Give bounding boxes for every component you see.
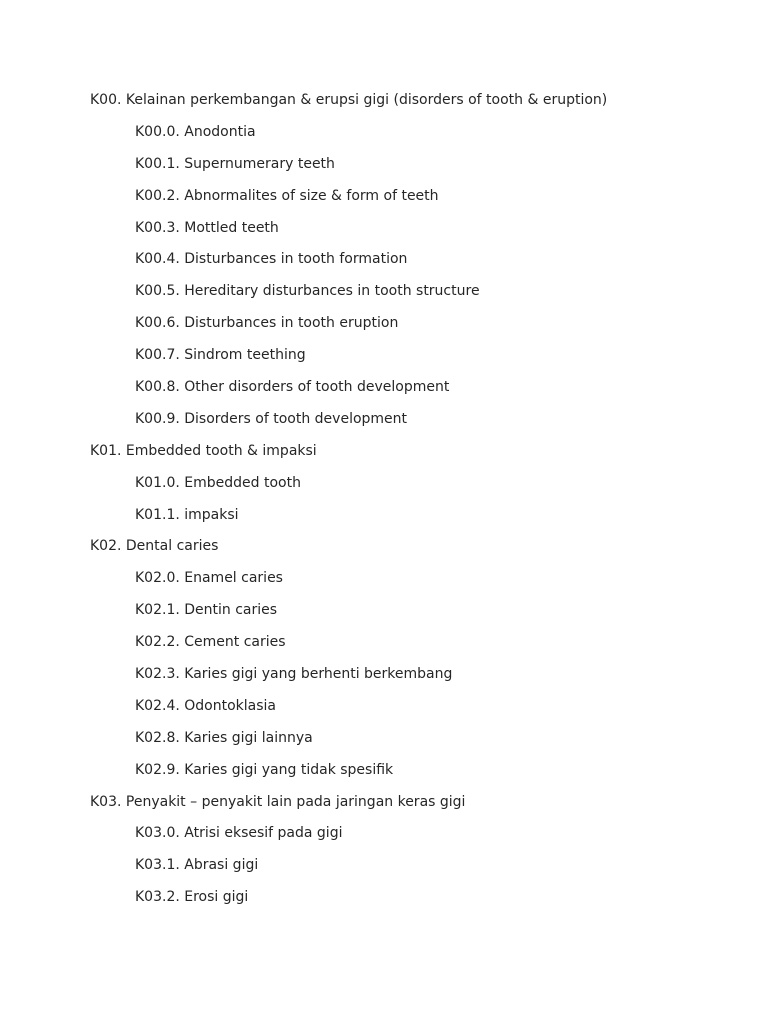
subcategory-item: K00.9. Disorders of tooth development: [135, 410, 408, 427]
subcategory-item: K00.7. Sindrom teething: [135, 347, 306, 364]
subcategory-item: K03.2. Erosi gigi: [135, 889, 249, 906]
subcategory-item: K03.0. Atrisi eksesif pada gigi: [135, 825, 343, 842]
subcategory-item: K02.1. Dentin caries: [135, 602, 278, 619]
subcategory-item: K00.5. Hereditary disturbances in tooth structure: [135, 283, 480, 300]
subcategory-item: K00.0. Anodontia: [135, 123, 256, 140]
subcategory-item: K02.0. Enamel caries: [135, 570, 283, 587]
category-heading: K03. Penyakit – penyakit lain pada jaringan keras gigi: [90, 793, 466, 810]
category-heading: K00. Kelainan perkembangan & erupsi gigi (disorders of tooth & eruption): [90, 92, 608, 108]
category-heading: K02. Dental caries: [90, 538, 219, 555]
subcategory-item: K00.1. Supernumerary teeth: [135, 155, 335, 172]
subcategory-item: K00.6. Disturbances in tooth eruption: [135, 315, 399, 332]
subcategory-item: K02.8. Karies gigi lainnya: [135, 729, 313, 746]
subcategory-item: K01.0. Embedded tooth: [135, 474, 301, 491]
subcategory-item: K00.3. Mottled teeth: [135, 219, 279, 236]
subcategory-item: K02.9. Karies gigi yang tidak spesifik: [135, 761, 394, 778]
subcategory-item: K03.1. Abrasi gigi: [135, 857, 259, 874]
category-heading: K01. Embedded tooth & impaksi: [90, 442, 317, 459]
icd-code-list: [0, 90, 768, 919]
subcategory-item: K00.8. Other disorders of tooth development: [135, 379, 450, 396]
subcategory-item: K00.4. Disturbances in tooth formation: [135, 251, 408, 268]
subcategory-item: K00.2. Abnormalites of size & form of teeth: [135, 187, 439, 204]
subcategory-item: K02.4. Odontoklasia: [135, 697, 276, 714]
subcategory-item: K01.1. impaksi: [135, 506, 239, 523]
subcategory-item: K02.2. Cement caries: [135, 634, 286, 651]
subcategory-item: K02.3. Karies gigi yang berhenti berkembang: [135, 666, 453, 683]
